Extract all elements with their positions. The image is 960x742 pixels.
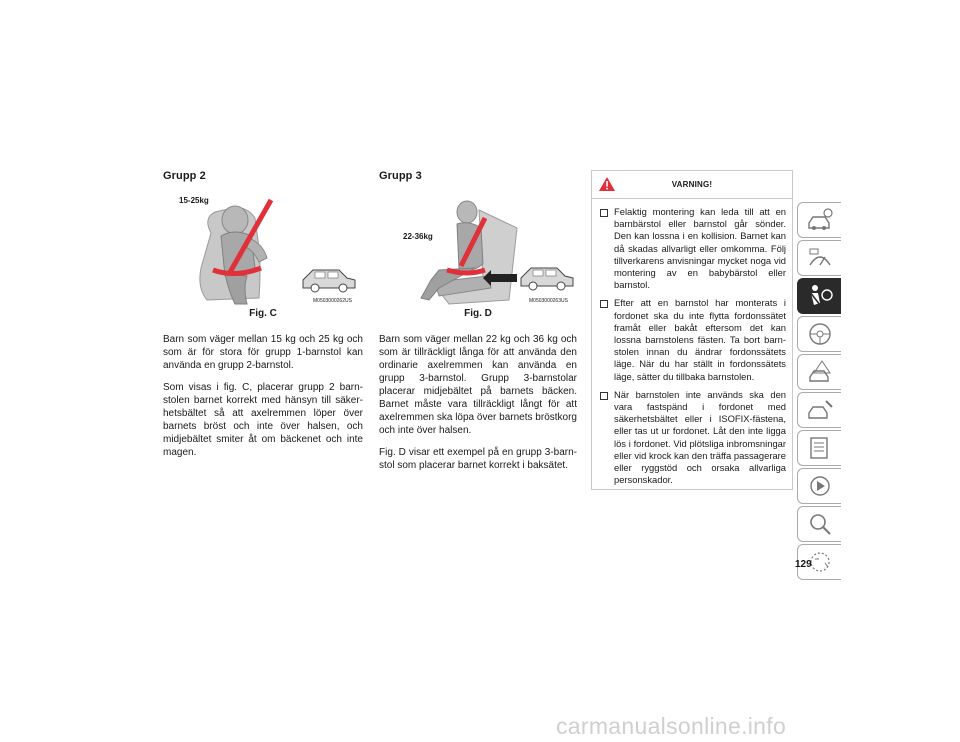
- child-seat-group3-illustration: [379, 188, 579, 306]
- chapter-tabs: [797, 202, 841, 582]
- figure-weight-label: 15-25kg: [179, 196, 209, 205]
- warning-header: [592, 171, 792, 199]
- figure-code: M0503000263US: [529, 298, 568, 304]
- tab-search-index[interactable]: [797, 506, 841, 542]
- bullet-square-icon: [600, 209, 608, 217]
- paragraph: Barn som väger mellan 15 kg och 25 kg och som är för stora för grupp 1-barnstol kan använda en grupp 2-barnstol.: [163, 334, 363, 371]
- figure-c: [163, 188, 363, 306]
- tab-airbag-safety[interactable]: [797, 278, 841, 314]
- tab-multimedia[interactable]: [797, 468, 841, 504]
- tab-roadside-hazard[interactable]: [797, 354, 841, 390]
- bullet-square-icon: [600, 392, 608, 400]
- figure-caption: Fig. C: [249, 308, 277, 319]
- column-grupp-2: [163, 170, 363, 468]
- search-index-icon: [806, 511, 834, 537]
- figure-code: M0503000262US: [313, 298, 352, 304]
- car-service-icon: [806, 397, 834, 423]
- tab-dashboard-lights[interactable]: [797, 240, 841, 276]
- list-item: När barnstolen inte används ska den vara fastspänd i fordonet med säkerhetsbältet eller i ISOFIX-fästena, eller tas ut ur fordonet. Låt den inte ligga lös i fordonet. Vid plötsliga inbromsningar eller vid krock kan den träffa passagerare eller ryggstöd och orsaka allvarliga personskador.: [600, 389, 786, 487]
- figure-d: [379, 188, 579, 306]
- tab-car-info[interactable]: [797, 202, 841, 238]
- car-info-icon: [806, 207, 834, 233]
- list-item: Felaktig montering kan leda till att en barnbärstol eller barnstol går sönder. Den kan lossna i en kollision. Barnet kan då skadas allvarligt eller omkomma. Följ tillverkarens anvisningar mycket noga vid montering av en babybärstol eller barnstol.: [600, 206, 786, 291]
- warning-list: [592, 199, 792, 486]
- paragraph: Fig. D visar ett exempel på en grupp 3-barn-stol som placerar barnet korrekt i baksätet.: [379, 447, 577, 471]
- heading-grupp-2: Grupp 2: [163, 170, 206, 182]
- specifications-icon: [806, 435, 834, 461]
- tab-specifications[interactable]: [797, 430, 841, 466]
- tab-steering-wheel[interactable]: [797, 316, 841, 352]
- warning-title: VARNING!: [671, 180, 713, 189]
- list-item: Efter att en barnstol har monterats i fordonet ska du inte flytta fordonssätet framåt eller bakåt eftersom det kan lossna barnstolens fästen. Ta bort barn-stolen innan du ändrar fordonssätets läge. När du har ställt in fordonssätets läge, sätter du tillbaka barnstolen.: [600, 297, 786, 382]
- paragraph: Barn som väger mellan 22 kg och 36 kg och som är tillräckligt långa för att använda den ordinarie axelremmen kan använda en grupp 3-barnstol. Grupp 3-barnstolar placerar midjebältet på barnets bäcken. Barnet måste vara tillräckligt långt för att axelremmen ska löpa över barnets bröstkorg och inte över halsen.: [379, 334, 577, 436]
- child-seat-group2-illustration: [163, 188, 363, 306]
- steering-wheel-icon: [806, 321, 834, 347]
- column-grupp-3: [379, 170, 577, 481]
- tab-car-service[interactable]: [797, 392, 841, 428]
- heading-grupp-3: Grupp 3: [379, 170, 422, 182]
- airbag-safety-icon: [806, 283, 834, 309]
- roadside-hazard-icon: [806, 359, 834, 385]
- figure-caption: Fig. D: [464, 308, 492, 319]
- watermark: carmanualsonline.info: [556, 713, 787, 739]
- dashboard-lights-icon: [806, 245, 834, 271]
- page-number: 129: [795, 559, 812, 570]
- figure-weight-label: 22-36kg: [403, 232, 433, 241]
- multimedia-icon: [806, 473, 834, 499]
- warning-box: [591, 170, 793, 490]
- bullet-square-icon: [600, 300, 608, 308]
- paragraph: Som visas i fig. C, placerar grupp 2 barn-stolen barnet korrekt med hänsyn till säker-hetsbältet så att axelremmen löper över barnets bröst och inte över halsen, och midjebältet smiter åt om bäckenet och inte magen.: [163, 382, 363, 458]
